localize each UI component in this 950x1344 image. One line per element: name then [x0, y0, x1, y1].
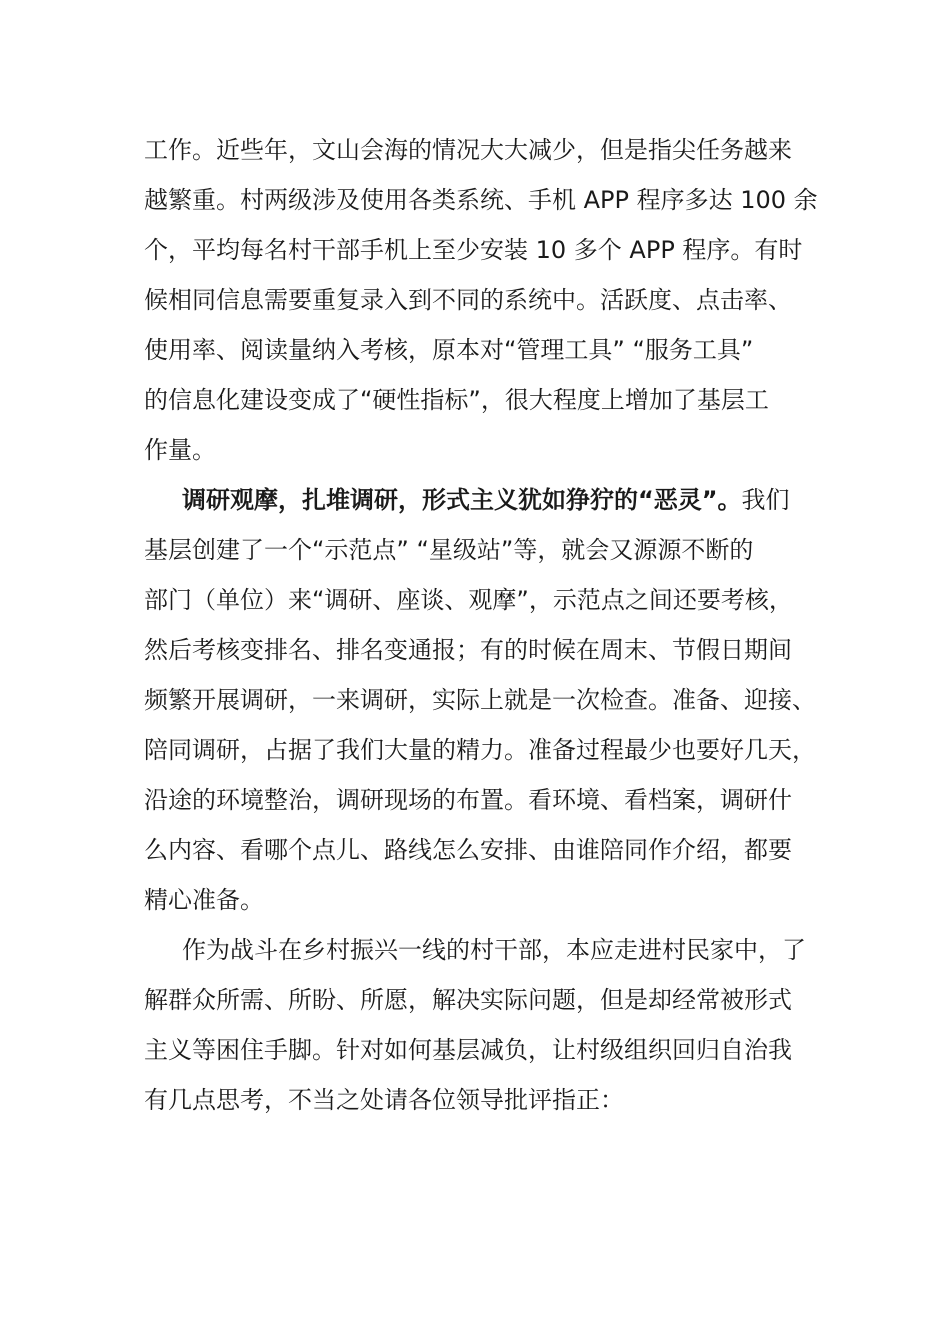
text-line: 么内容、看哪个点儿、路线怎么安排、由谁陪同作介绍，都要 — [144, 836, 792, 864]
text-line-first: 作为战斗在乡村振兴一线的村干部，本应走进村民家中，了 — [182, 936, 806, 964]
paragraph-2 — [144, 475, 816, 925]
text-line: 的信息化建设变成了“硬性指标”，很大程度上增加了基层工 — [144, 386, 769, 414]
text-line: 主义等困住手脚。针对如何基层减负，让村级组织回归自治我 — [144, 1036, 792, 1064]
first-line-rest: 我们 — [741, 486, 790, 514]
bold-heading-lead: 调研观摩，扎堆调研，形式主义犹如狰狞的“恶灵”。 — [182, 486, 742, 514]
text-line: 有几点思考，不当之处请各位领导批评指正： — [144, 1086, 624, 1114]
document-body — [144, 125, 818, 1125]
text-line: 解群众所需、所盼、所愿，解决实际问题，但是却经常被形式 — [144, 986, 792, 1014]
text-line: 使用率、阅读量纳入考核，原本对“管理工具” “服务工具” — [144, 336, 754, 364]
text-line: 工作。近些年，文山会海的情况大大减少，但是指尖任务越来 — [144, 136, 792, 164]
text-line: 然后考核变排名、排名变通报；有的时候在周末、节假日期间 — [144, 636, 792, 664]
text-line: 陪同调研，占据了我们大量的精力。准备过程最少也要好几天， — [144, 736, 816, 764]
text-line: 作量。 — [144, 436, 216, 464]
text-line: 越繁重。村两级涉及使用各类系统、手机 APP 程序多达 100 余 — [144, 186, 818, 214]
text-line: 精心准备。 — [144, 886, 264, 914]
paragraph-3 — [144, 925, 809, 1125]
text-line: 候相同信息需要重复录入到不同的系统中。活跃度、点击率、 — [144, 286, 792, 314]
text-line: 频繁开展调研，一来调研，实际上就是一次检查。准备、迎接、 — [144, 686, 816, 714]
text-line: 个，平均每名村干部手机上至少安装 10 多个 APP 程序。有时 — [144, 236, 803, 264]
text-line: 基层创建了一个“示范点” “星级站”等，就会又源源不断的 — [144, 536, 754, 564]
text-line: 部门（单位）来“调研、座谈、观摩”，示范点之间还要考核， — [144, 586, 793, 614]
text-line: 沿途的环境整治，调研现场的布置。看环境、看档案，调研什 — [144, 786, 792, 814]
paragraph-1 — [144, 125, 818, 475]
text-line-first — [144, 475, 809, 525]
